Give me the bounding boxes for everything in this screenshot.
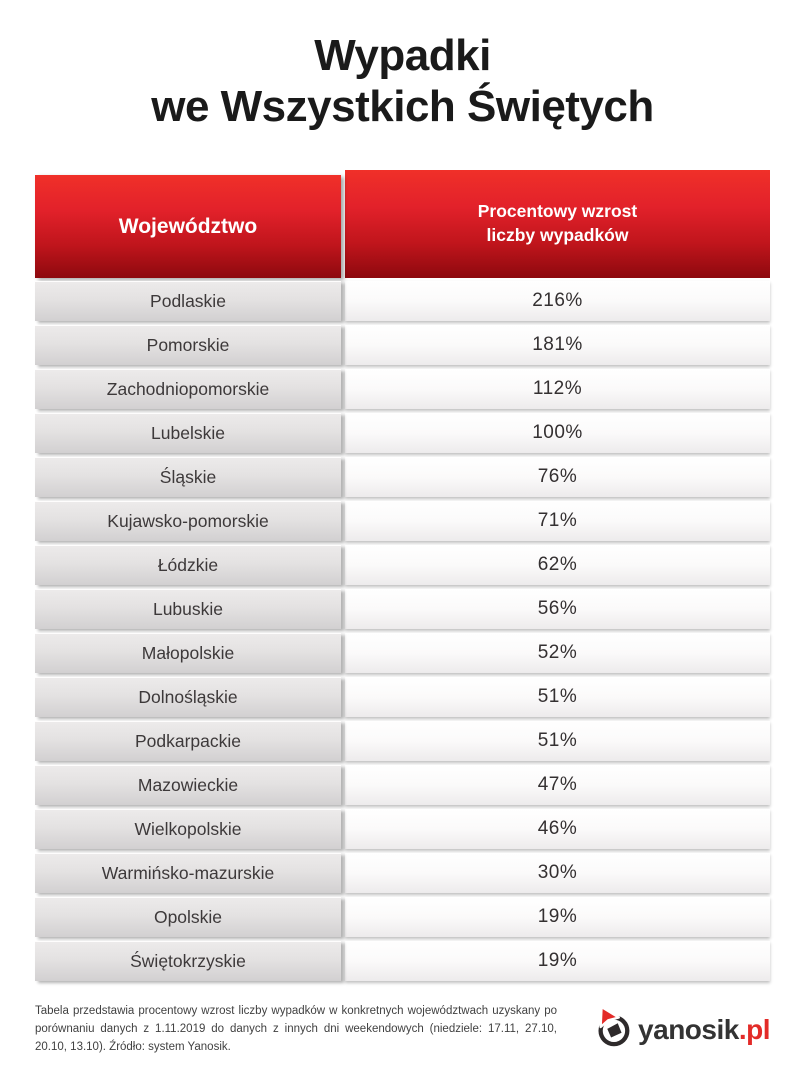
percent-value: 52% [537, 642, 578, 663]
table-row [35, 413, 770, 453]
voivodeship-cell [35, 457, 341, 497]
voivodeship-name: Warmińsko-mazurskie [101, 862, 275, 883]
voivodeship-name: Lubuskie [152, 598, 224, 619]
percent-value: 46% [537, 818, 578, 839]
logo-text-dark: yanosik [638, 1013, 739, 1045]
percent-value: 56% [537, 598, 578, 619]
header-voivodeship-label: Województwo [118, 214, 258, 238]
page-title [0, 0, 805, 132]
logo-wordmark [638, 1014, 770, 1046]
percent-cell [345, 853, 770, 893]
percent-cell [345, 545, 770, 585]
percent-value: 216% [532, 290, 583, 311]
voivodeship-cell [35, 545, 341, 585]
percent-value: 51% [537, 730, 578, 751]
percent-cell [345, 325, 770, 365]
percent-cell [345, 721, 770, 761]
table-row [35, 765, 770, 805]
table-row [35, 501, 770, 541]
voivodeship-cell [35, 325, 341, 365]
navigation-arrow-icon [593, 1005, 633, 1054]
logo-text-pl: .pl [738, 1013, 770, 1045]
voivodeship-name: Podlaskie [150, 290, 226, 311]
header-percent-increase [345, 170, 770, 278]
table-row [35, 721, 770, 761]
percent-value: 47% [537, 774, 578, 795]
percent-value: 181% [532, 334, 583, 355]
table-row [35, 545, 770, 585]
voivodeship-cell [35, 413, 341, 453]
table-row [35, 897, 770, 937]
voivodeship-cell [35, 765, 341, 805]
voivodeship-cell [35, 501, 341, 541]
voivodeship-cell [35, 281, 341, 321]
voivodeship-name: Śląskie [159, 466, 217, 487]
voivodeship-name: Lubelskie [151, 422, 225, 443]
voivodeship-name: Małopolskie [141, 642, 235, 663]
page-title-line2: we Wszystkich Świętych [151, 82, 654, 132]
percent-cell [345, 765, 770, 805]
voivodeship-name: Łódzkie [157, 554, 219, 575]
voivodeship-name: Podkarpackie [134, 730, 242, 751]
percent-cell [345, 501, 770, 541]
voivodeship-name: Opolskie [153, 906, 223, 927]
percent-cell [345, 677, 770, 717]
percent-cell [345, 413, 770, 453]
voivodeship-cell [35, 633, 341, 673]
voivodeship-name: Kujawsko-pomorskie [107, 510, 269, 531]
voivodeship-cell [35, 853, 341, 893]
voivodeship-cell [35, 677, 341, 717]
percent-value: 112% [532, 378, 583, 399]
voivodeship-name: Zachodniopomorskie [106, 378, 270, 399]
table-row [35, 589, 770, 629]
voivodeship-cell [35, 809, 341, 849]
voivodeship-name: Dolnośląskie [138, 686, 238, 707]
footnote: Tabela przedstawia procentowy wzrost liczby wypadków w konkretnych województwach uzyskany po porównaniu danych z 1.11.2019 do danych z innych dni weekendowych (niedziele: 17.11, 27.10, 20.10, 13.10). Źródło: system Yanosik. [35, 1005, 557, 1053]
table-row [35, 325, 770, 365]
table-row [35, 457, 770, 497]
percent-value: 62% [537, 554, 578, 575]
table-row [35, 369, 770, 409]
table-row [35, 853, 770, 893]
table-row [35, 941, 770, 981]
voivodeship-cell [35, 897, 341, 937]
footer [35, 1003, 770, 1056]
accidents-table [35, 170, 770, 985]
percent-cell [345, 589, 770, 629]
header-percent-line2: liczby wypadków [486, 225, 629, 245]
header-percent-line1: Procentowy wzrost [477, 201, 638, 222]
percent-value: 71% [537, 510, 578, 531]
voivodeship-name: Pomorskie [146, 334, 230, 355]
voivodeship-name: Mazowieckie [137, 774, 239, 795]
yanosik-logo [593, 1005, 770, 1054]
voivodeship-cell [35, 589, 341, 629]
voivodeship-cell [35, 721, 341, 761]
percent-cell [345, 457, 770, 497]
table-row [35, 677, 770, 717]
table-body [35, 281, 770, 981]
percent-value: 51% [537, 686, 578, 707]
table-row [35, 633, 770, 673]
percent-cell [345, 369, 770, 409]
percent-value: 76% [537, 466, 578, 487]
voivodeship-name: Wielkopolskie [134, 818, 242, 839]
percent-cell [345, 633, 770, 673]
percent-value: 100% [532, 422, 583, 443]
percent-value: 30% [537, 862, 578, 883]
percent-cell [345, 281, 770, 321]
percent-value: 19% [537, 906, 578, 927]
percent-cell [345, 941, 770, 981]
table-row [35, 809, 770, 849]
voivodeship-cell [35, 369, 341, 409]
percent-value: 19% [537, 950, 578, 971]
voivodeship-name: Świętokrzyskie [130, 950, 246, 971]
percent-cell [345, 897, 770, 937]
table-row [35, 281, 770, 321]
header-voivodeship [35, 175, 341, 278]
page-title-line1: Wypadki [314, 31, 491, 80]
voivodeship-cell [35, 941, 341, 981]
table-header [35, 170, 770, 278]
percent-cell [345, 809, 770, 849]
